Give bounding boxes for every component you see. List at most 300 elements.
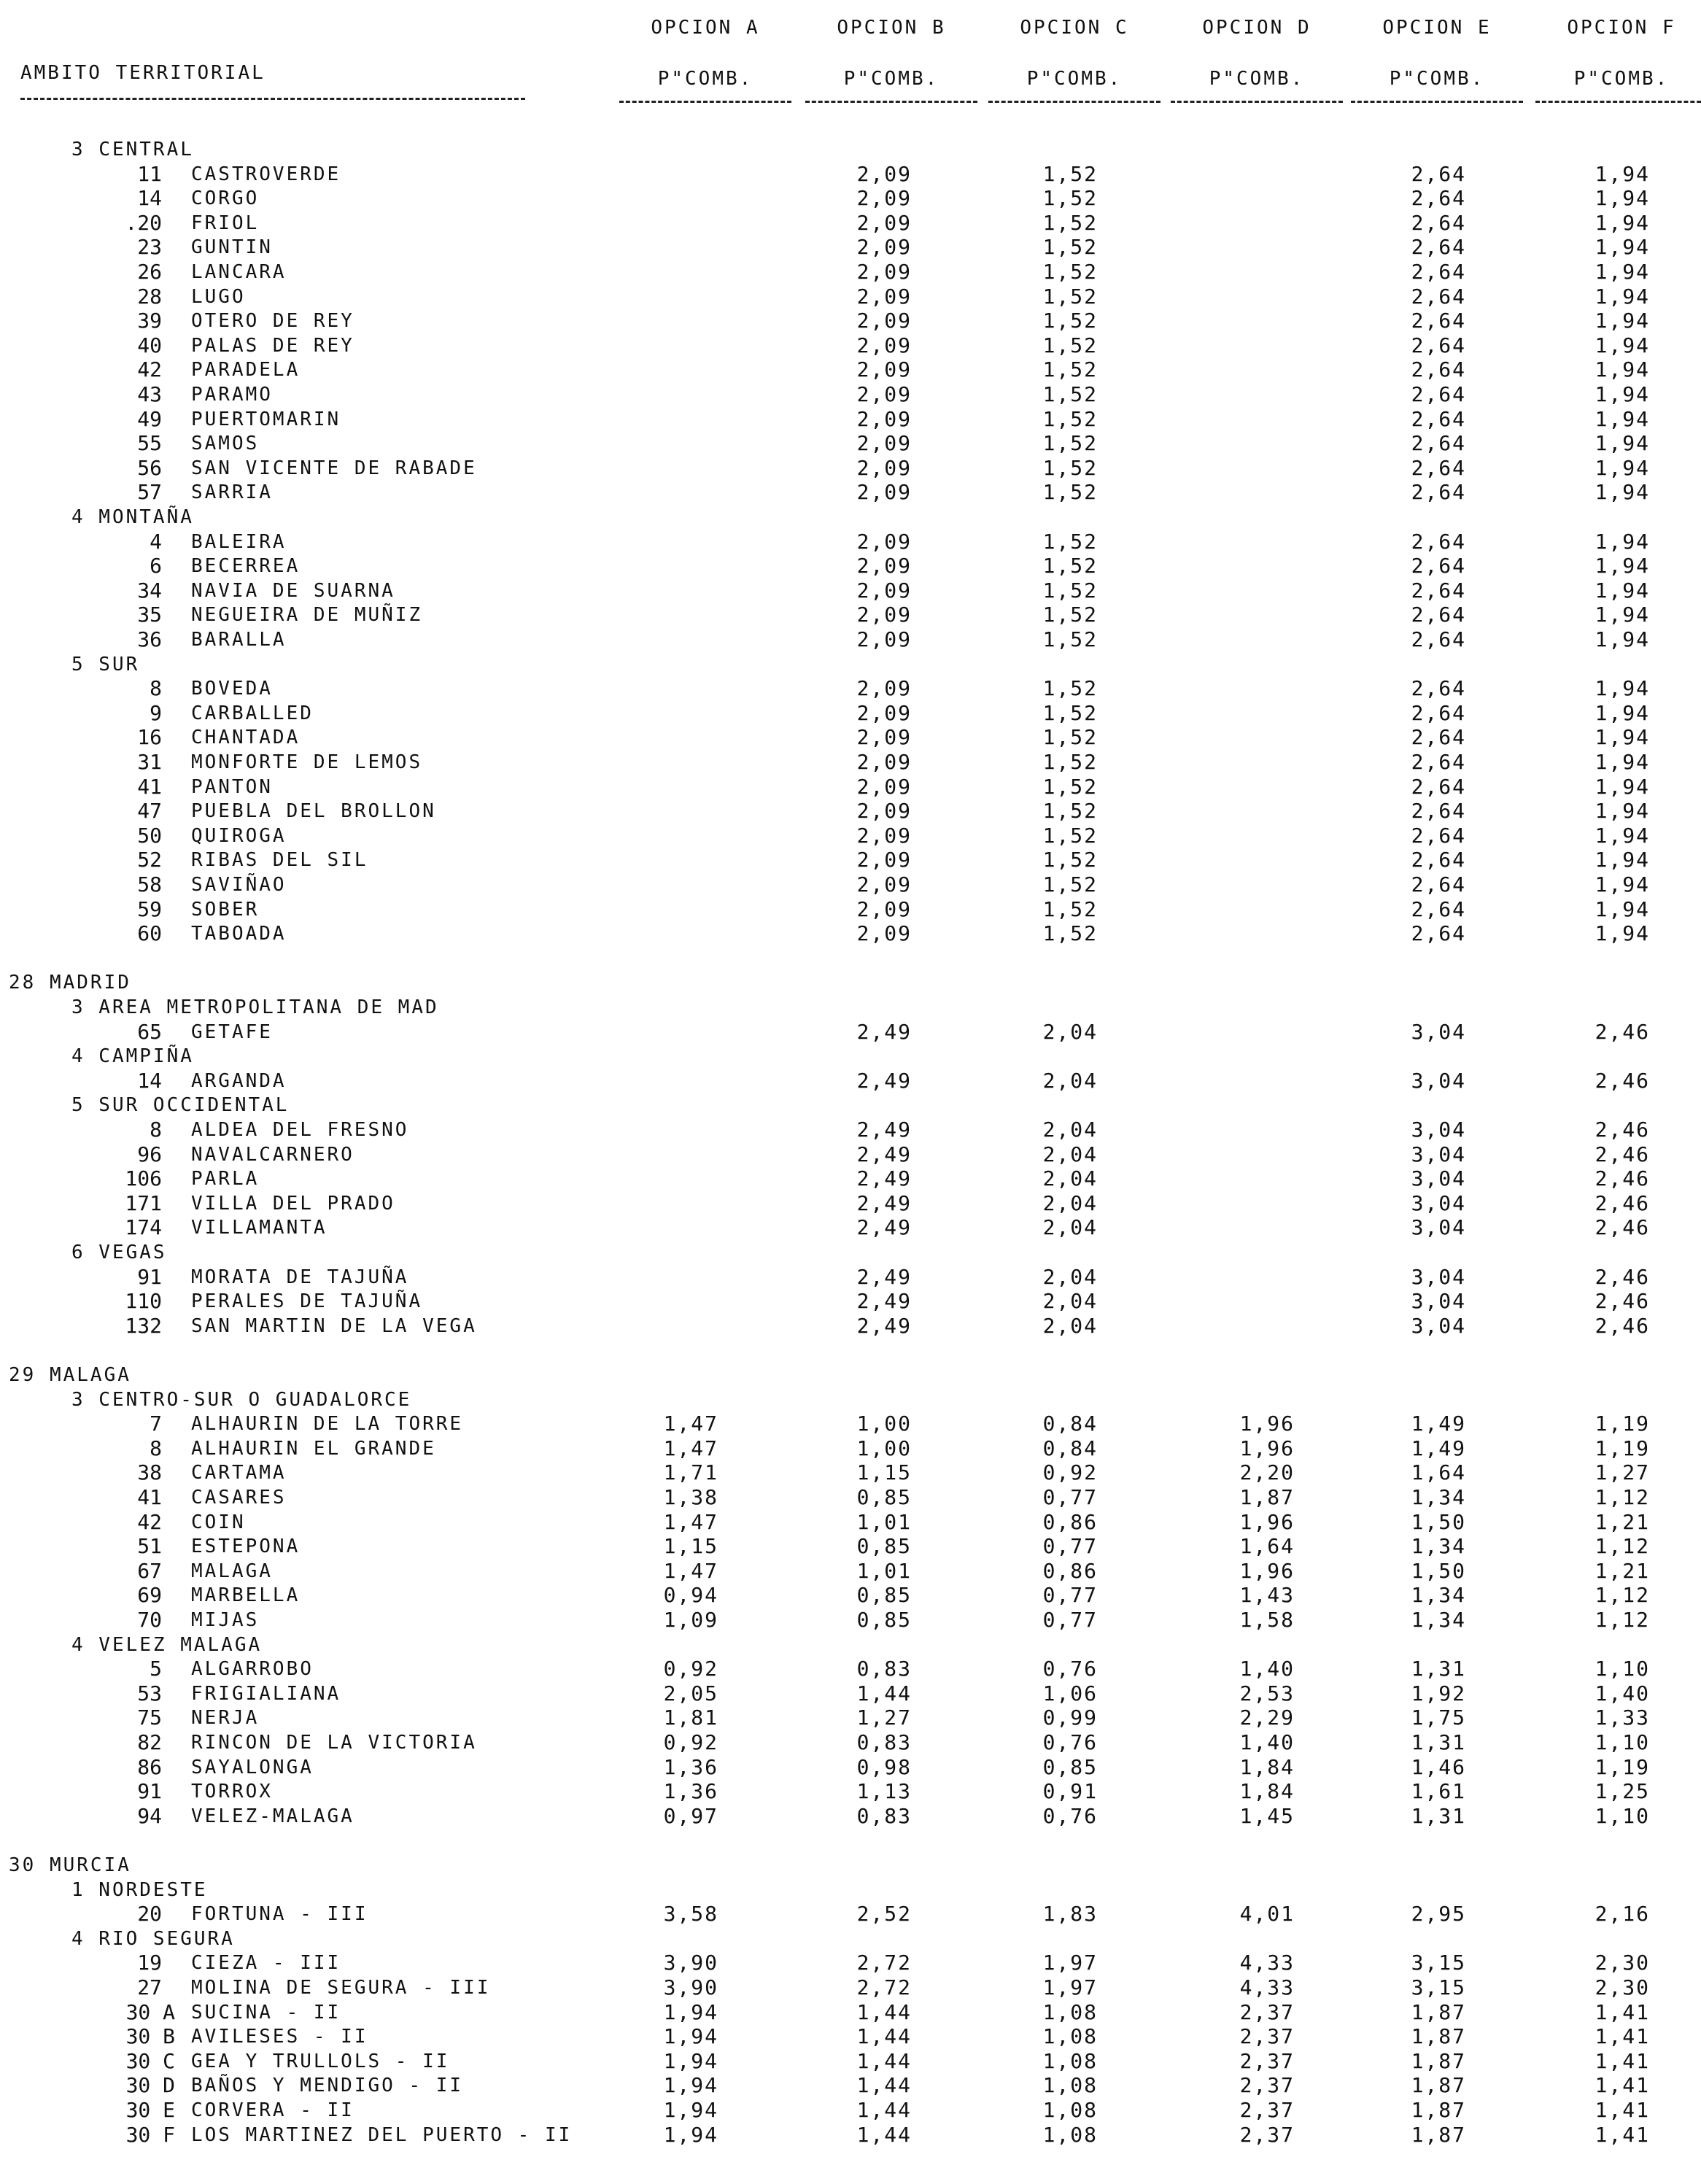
municipality-name: FORTUNA - III [191, 1903, 368, 1926]
value-option-b: 2,09 [856, 627, 912, 651]
value-option-d: 1,64 [1239, 1534, 1295, 1559]
value-option-c: 0,84 [1042, 1436, 1098, 1460]
municipality-name: PARADELA [191, 359, 301, 382]
value-option-a: 1,36 [663, 1754, 718, 1779]
value-option-d: 2,20 [1239, 1460, 1295, 1485]
value-option-f: 1,94 [1595, 921, 1650, 946]
value-option-c: 2,04 [1042, 1264, 1098, 1289]
value-option-e: 2,64 [1411, 578, 1466, 603]
municipality-code: 106 [125, 1166, 162, 1191]
value-option-b: 2,09 [856, 406, 912, 431]
value-option-e: 1,61 [1411, 1779, 1466, 1804]
value-option-e: 2,64 [1411, 406, 1466, 431]
value-option-b: 1,44 [856, 2073, 912, 2098]
value-option-f: 1,94 [1595, 848, 1650, 872]
province-heading: 30 MURCIA [9, 1854, 131, 1876]
value-option-d: 1,40 [1239, 1730, 1295, 1754]
value-option-b: 1,00 [856, 1436, 912, 1460]
district-heading: 4 CAMPIÑA [71, 1045, 194, 1068]
value-option-e: 1,50 [1411, 1558, 1466, 1583]
value-option-d: 1,40 [1239, 1657, 1295, 1681]
municipality-code: .20 [125, 210, 162, 235]
ambito-territorial-header: AMBITO TERRITORIAL [20, 62, 266, 84]
value-option-b: 2,09 [856, 603, 912, 627]
value-option-f: 1,94 [1595, 357, 1650, 382]
value-option-a: 1,15 [663, 1534, 718, 1559]
value-option-a: 3,90 [663, 1951, 718, 1975]
value-option-e: 1,64 [1411, 1460, 1466, 1485]
value-option-c: 2,04 [1042, 1142, 1098, 1166]
value-option-b: 2,09 [856, 210, 912, 235]
value-option-e: 1,31 [1411, 1657, 1466, 1681]
municipality-code: 30 C [125, 2048, 175, 2073]
municipality-name: MALAGA [191, 1560, 273, 1582]
municipality-name: LOS MARTINEZ DEL PUERTO - II [191, 2123, 573, 2146]
value-option-f: 1,25 [1595, 1779, 1650, 1804]
municipality-name: SAMOS [191, 433, 260, 455]
municipality-name: CASTROVERDE [191, 163, 341, 185]
value-option-f: 2,46 [1595, 1313, 1650, 1338]
option-a-underline [619, 101, 791, 103]
municipality-code: 51 [137, 1534, 162, 1559]
value-option-f: 1,27 [1595, 1460, 1650, 1485]
municipality-name: ALGARROBO [191, 1658, 314, 1681]
option-e-underline [1351, 101, 1523, 103]
value-option-b: 2,49 [856, 1289, 912, 1314]
value-option-e: 2,95 [1411, 1902, 1466, 1927]
value-option-b: 1,27 [856, 1705, 912, 1730]
municipality-code: 59 [137, 897, 162, 921]
municipality-code: 8 [150, 1436, 162, 1460]
province-heading: 29 MALAGA [9, 1364, 131, 1386]
value-option-b: 1,44 [856, 2098, 912, 2122]
municipality-name: MARBELLA [191, 1584, 301, 1607]
value-option-b: 0,85 [856, 1485, 912, 1509]
municipality-code: 75 [137, 1705, 162, 1730]
value-option-f: 1,94 [1595, 260, 1650, 284]
municipality-name: CORVERA - II [191, 2099, 354, 2121]
value-option-f: 2,46 [1595, 1264, 1650, 1289]
value-option-c: 1,06 [1042, 1681, 1098, 1705]
municipality-code: 30 E [125, 2098, 175, 2122]
municipality-name: VELEZ-MALAGA [191, 1805, 354, 1827]
municipality-code: 8 [150, 676, 162, 701]
value-option-f: 1,94 [1595, 872, 1650, 897]
value-option-b: 2,49 [856, 1118, 912, 1142]
municipality-name: CARBALLED [191, 702, 314, 724]
value-option-d: 1,43 [1239, 1583, 1295, 1608]
municipality-code: 43 [137, 382, 162, 406]
value-option-b: 1,44 [856, 1681, 912, 1705]
value-option-c: 1,97 [1042, 1975, 1098, 1999]
value-option-c: 1,52 [1042, 554, 1098, 578]
value-option-e: 2,64 [1411, 554, 1466, 578]
value-option-e: 2,64 [1411, 309, 1466, 333]
value-option-a: 1,94 [663, 2122, 718, 2147]
value-option-c: 1,52 [1042, 382, 1098, 406]
province-heading: 28 MADRID [9, 972, 131, 994]
value-option-e: 2,64 [1411, 921, 1466, 946]
value-option-c: 1,52 [1042, 578, 1098, 603]
value-option-f: 1,94 [1595, 627, 1650, 651]
municipality-name: SAN VICENTE DE RABADE [191, 457, 477, 479]
municipality-name: ALDEA DEL FRESNO [191, 1119, 409, 1141]
value-option-f: 1,41 [1595, 2048, 1650, 2073]
municipality-code: 132 [125, 1313, 162, 1338]
option-f-header: OPCION F [1567, 17, 1676, 39]
value-option-b: 2,09 [856, 382, 912, 406]
value-option-c: 0,99 [1042, 1705, 1098, 1730]
municipality-name: SOBER [191, 898, 260, 921]
value-option-c: 1,52 [1042, 603, 1098, 627]
municipality-code: 4 [150, 529, 162, 554]
municipality-code: 27 [137, 1975, 162, 1999]
value-option-c: 0,85 [1042, 1754, 1098, 1779]
district-heading: 5 SUR OCCIDENTAL [71, 1094, 290, 1117]
municipality-code: 50 [137, 823, 162, 848]
value-option-d: 4,01 [1239, 1902, 1295, 1927]
value-option-b: 0,98 [856, 1754, 912, 1779]
value-option-b: 2,09 [856, 799, 912, 824]
municipality-code: 11 [137, 161, 162, 186]
municipality-name: PARAMO [191, 384, 273, 406]
ambito-underline [20, 98, 525, 100]
value-option-e: 2,64 [1411, 382, 1466, 406]
value-option-e: 2,64 [1411, 235, 1466, 260]
municipality-code: 9 [150, 700, 162, 725]
value-option-b: 2,09 [856, 700, 912, 725]
municipality-code: 96 [137, 1142, 162, 1166]
value-option-e: 1,49 [1411, 1412, 1466, 1436]
value-option-f: 1,94 [1595, 529, 1650, 554]
municipality-name: GUNTIN [191, 236, 273, 259]
municipality-code: 91 [137, 1779, 162, 1804]
municipality-code: 38 [137, 1460, 162, 1485]
municipality-name: TABOADA [191, 923, 287, 945]
value-option-c: 1,83 [1042, 1902, 1098, 1927]
value-option-e: 2,64 [1411, 333, 1466, 357]
value-option-d: 2,37 [1239, 2122, 1295, 2147]
district-heading: 5 SUR [71, 653, 140, 675]
municipality-code: 31 [137, 750, 162, 774]
value-option-b: 2,09 [856, 872, 912, 897]
district-heading: 4 VELEZ MALAGA [71, 1633, 263, 1656]
value-option-c: 0,76 [1042, 1803, 1098, 1828]
municipality-name: SAN MARTIN DE LA VEGA [191, 1314, 477, 1337]
value-option-c: 1,52 [1042, 260, 1098, 284]
value-option-e: 3,04 [1411, 1142, 1466, 1166]
municipality-name: RINCON DE LA VICTORIA [191, 1732, 477, 1754]
value-option-c: 0,77 [1042, 1534, 1098, 1559]
municipality-code: 53 [137, 1681, 162, 1705]
municipality-name: CIEZA - III [191, 1952, 341, 1975]
value-option-c: 1,52 [1042, 529, 1098, 554]
value-option-d: 4,33 [1239, 1951, 1295, 1975]
value-option-b: 2,49 [856, 1142, 912, 1166]
value-option-e: 3,04 [1411, 1215, 1466, 1240]
value-option-e: 2,64 [1411, 357, 1466, 382]
value-option-e: 1,46 [1411, 1754, 1466, 1779]
value-option-b: 2,09 [856, 431, 912, 456]
municipality-name: ARGANDA [191, 1069, 287, 1092]
value-option-c: 1,52 [1042, 235, 1098, 260]
value-option-e: 2,64 [1411, 455, 1466, 480]
option-c-underline [988, 101, 1161, 103]
municipality-code: 26 [137, 260, 162, 284]
value-option-a: 1,94 [663, 2024, 718, 2049]
municipality-code: 69 [137, 1583, 162, 1608]
value-option-a: 1,47 [663, 1412, 718, 1436]
municipality-name: MONFORTE DE LEMOS [191, 751, 423, 773]
value-option-e: 3,04 [1411, 1313, 1466, 1338]
value-option-e: 2,64 [1411, 210, 1466, 235]
municipality-code: 30 D [125, 2073, 175, 2098]
value-option-c: 1,52 [1042, 799, 1098, 824]
value-option-e: 2,64 [1411, 725, 1466, 750]
municipality-name: CHANTADA [191, 727, 301, 749]
option-b-underline [805, 101, 977, 103]
municipality-code: 70 [137, 1608, 162, 1632]
value-option-e: 2,64 [1411, 529, 1466, 554]
value-option-e: 2,64 [1411, 284, 1466, 309]
value-option-c: 1,52 [1042, 725, 1098, 750]
value-option-c: 1,52 [1042, 186, 1098, 211]
value-option-f: 1,94 [1595, 406, 1650, 431]
value-option-c: 1,52 [1042, 700, 1098, 725]
value-option-c: 1,52 [1042, 210, 1098, 235]
value-option-a: 1,47 [663, 1436, 718, 1460]
value-option-f: 1,40 [1595, 1681, 1650, 1705]
value-option-f: 1,19 [1595, 1412, 1650, 1436]
municipality-name: COIN [191, 1511, 246, 1533]
value-option-c: 1,52 [1042, 161, 1098, 186]
value-option-f: 2,46 [1595, 1215, 1650, 1240]
value-option-e: 2,64 [1411, 823, 1466, 848]
value-option-b: 1,44 [856, 2048, 912, 2073]
value-option-c: 1,52 [1042, 676, 1098, 701]
municipality-code: 30 A [125, 1999, 175, 2024]
value-option-b: 2,09 [856, 897, 912, 921]
district-heading: 1 NORDESTE [71, 1878, 208, 1901]
municipality-name: MOLINA DE SEGURA - III [191, 1977, 491, 1999]
value-option-c: 1,52 [1042, 627, 1098, 651]
district-heading: 4 MONTAÑA [71, 506, 194, 528]
value-option-a: 1,94 [663, 2048, 718, 2073]
municipality-name: PALAS DE REY [191, 334, 354, 357]
value-option-b: 2,09 [856, 848, 912, 872]
municipality-code: 35 [137, 603, 162, 627]
value-option-f: 1,94 [1595, 431, 1650, 456]
value-option-c: 1,52 [1042, 480, 1098, 505]
option-c-header: OPCION C [1020, 17, 1129, 39]
value-option-a: 1,94 [663, 2073, 718, 2098]
value-option-b: 0,85 [856, 1608, 912, 1632]
value-option-f: 1,41 [1595, 2073, 1650, 2098]
municipality-code: 16 [137, 725, 162, 750]
value-option-d: 1,87 [1239, 1485, 1295, 1509]
option-b-unit: P"COMB. [843, 68, 939, 90]
municipality-name: QUIROGA [191, 824, 287, 847]
value-option-b: 0,85 [856, 1583, 912, 1608]
municipality-code: 60 [137, 921, 162, 946]
municipality-code: 39 [137, 309, 162, 333]
value-option-f: 1,12 [1595, 1485, 1650, 1509]
municipality-name: MORATA DE TAJUÑA [191, 1266, 409, 1288]
option-f-unit: P"COMB. [1573, 68, 1670, 90]
value-option-e: 1,75 [1411, 1705, 1466, 1730]
value-option-d: 1,96 [1239, 1412, 1295, 1436]
value-option-c: 1,52 [1042, 750, 1098, 774]
value-option-b: 2,49 [856, 1166, 912, 1191]
value-option-b: 2,49 [856, 1264, 912, 1289]
value-option-a: 0,92 [663, 1730, 718, 1754]
value-option-f: 1,94 [1595, 382, 1650, 406]
municipality-name: PERALES DE TAJUÑA [191, 1290, 423, 1313]
value-option-f: 1,94 [1595, 799, 1650, 824]
value-option-f: 1,10 [1595, 1657, 1650, 1681]
value-option-d: 2,37 [1239, 1999, 1295, 2024]
value-option-b: 1,44 [856, 1999, 912, 2024]
option-d-underline [1171, 101, 1343, 103]
municipality-name: NERJA [191, 1707, 260, 1730]
municipality-name: BAÑOS Y MENDIGO - II [191, 2075, 464, 2097]
value-option-c: 2,04 [1042, 1118, 1098, 1142]
municipality-name: ALHAURIN DE LA TORRE [191, 1413, 464, 1436]
value-option-f: 1,94 [1595, 455, 1650, 480]
value-option-c: 1,52 [1042, 774, 1098, 799]
value-option-d: 2,53 [1239, 1681, 1295, 1705]
municipality-code: 34 [137, 578, 162, 603]
value-option-c: 2,04 [1042, 1289, 1098, 1314]
municipality-code: 20 [137, 1902, 162, 1927]
municipality-code: 82 [137, 1730, 162, 1754]
value-option-c: 1,52 [1042, 431, 1098, 456]
municipality-name: GEA Y TRULLOLS - II [191, 2050, 450, 2072]
value-option-f: 1,94 [1595, 309, 1650, 333]
value-option-b: 1,15 [856, 1460, 912, 1485]
value-option-d: 1,96 [1239, 1436, 1295, 1460]
value-option-f: 1,21 [1595, 1558, 1650, 1583]
value-option-f: 1,94 [1595, 161, 1650, 186]
value-option-b: 2,49 [856, 1190, 912, 1215]
value-option-f: 1,41 [1595, 2122, 1650, 2147]
value-option-f: 1,94 [1595, 750, 1650, 774]
value-option-e: 2,64 [1411, 603, 1466, 627]
district-heading: 4 RIO SEGURA [71, 1927, 235, 1950]
municipality-name: LANCARA [191, 261, 287, 283]
value-option-b: 2,09 [856, 578, 912, 603]
municipality-name: TORROX [191, 1781, 273, 1803]
value-option-b: 2,09 [856, 455, 912, 480]
municipality-name: BOVEDA [191, 678, 273, 700]
value-option-d: 1,96 [1239, 1509, 1295, 1534]
municipality-code: 49 [137, 406, 162, 431]
value-option-f: 1,94 [1595, 823, 1650, 848]
value-option-c: 1,08 [1042, 2048, 1098, 2073]
municipality-code: 23 [137, 235, 162, 260]
value-option-f: 1,94 [1595, 578, 1650, 603]
value-option-b: 0,83 [856, 1803, 912, 1828]
value-option-c: 1,52 [1042, 897, 1098, 921]
value-option-e: 3,04 [1411, 1190, 1466, 1215]
municipality-name: ESTEPONA [191, 1536, 301, 1558]
value-option-c: 0,86 [1042, 1509, 1098, 1534]
value-option-c: 2,04 [1042, 1313, 1098, 1338]
value-option-b: 1,01 [856, 1558, 912, 1583]
value-option-f: 1,94 [1595, 700, 1650, 725]
value-option-e: 1,87 [1411, 2122, 1466, 2147]
value-option-e: 1,34 [1411, 1485, 1466, 1509]
value-option-f: 2,30 [1595, 1975, 1650, 1999]
municipality-name: FRIOL [191, 212, 260, 234]
value-option-a: 1,94 [663, 1999, 718, 2024]
municipality-name: SUCINA - II [191, 2001, 341, 2024]
value-option-e: 2,64 [1411, 186, 1466, 211]
value-option-d: 1,58 [1239, 1608, 1295, 1632]
value-option-f: 1,12 [1595, 1608, 1650, 1632]
value-option-c: 2,04 [1042, 1166, 1098, 1191]
value-option-e: 2,64 [1411, 260, 1466, 284]
value-option-f: 1,94 [1595, 235, 1650, 260]
value-option-f: 1,33 [1595, 1705, 1650, 1730]
value-option-b: 0,83 [856, 1730, 912, 1754]
value-option-a: 1,47 [663, 1558, 718, 1583]
value-option-a: 2,05 [663, 1681, 718, 1705]
value-option-b: 2,09 [856, 284, 912, 309]
value-option-e: 2,64 [1411, 872, 1466, 897]
value-option-e: 2,64 [1411, 848, 1466, 872]
value-option-e: 1,87 [1411, 2024, 1466, 2049]
municipality-code: 55 [137, 431, 162, 456]
value-option-c: 0,76 [1042, 1657, 1098, 1681]
value-option-f: 1,94 [1595, 725, 1650, 750]
municipality-name: NAVALCARNERO [191, 1143, 354, 1166]
value-option-c: 1,08 [1042, 2098, 1098, 2122]
value-option-f: 2,46 [1595, 1190, 1650, 1215]
value-option-e: 1,31 [1411, 1803, 1466, 1828]
municipality-name: PANTON [191, 775, 273, 798]
value-option-d: 2,37 [1239, 2098, 1295, 2122]
municipality-name: AVILESES - II [191, 2026, 368, 2048]
municipality-name: NAVIA DE SUARNA [191, 579, 395, 602]
value-option-f: 1,94 [1595, 333, 1650, 357]
value-option-b: 2,09 [856, 529, 912, 554]
option-d-unit: P"COMB. [1209, 68, 1305, 90]
value-option-e: 1,34 [1411, 1608, 1466, 1632]
value-option-b: 2,49 [856, 1068, 912, 1093]
value-option-c: 0,92 [1042, 1460, 1098, 1485]
municipality-name: CORGO [191, 187, 260, 210]
value-option-c: 1,52 [1042, 309, 1098, 333]
value-option-b: 2,72 [856, 1975, 912, 1999]
municipality-name: BECERREA [191, 555, 301, 578]
value-option-b: 1,44 [856, 2122, 912, 2147]
value-option-d: 2,37 [1239, 2048, 1295, 2073]
value-option-a: 1,38 [663, 1485, 718, 1509]
value-option-f: 1,10 [1595, 1730, 1650, 1754]
value-option-c: 0,77 [1042, 1608, 1098, 1632]
value-option-e: 3,04 [1411, 1166, 1466, 1191]
municipality-name: PUEBLA DEL BROLLON [191, 800, 436, 823]
municipality-name: RIBAS DEL SIL [191, 849, 368, 872]
municipality-name: FRIGIALIANA [191, 1682, 341, 1705]
municipality-name: SAVIÑAO [191, 874, 287, 896]
value-option-c: 0,91 [1042, 1779, 1098, 1804]
value-option-b: 2,09 [856, 309, 912, 333]
value-option-f: 1,12 [1595, 1583, 1650, 1608]
value-option-d: 1,45 [1239, 1803, 1295, 1828]
value-option-b: 2,49 [856, 1019, 912, 1044]
